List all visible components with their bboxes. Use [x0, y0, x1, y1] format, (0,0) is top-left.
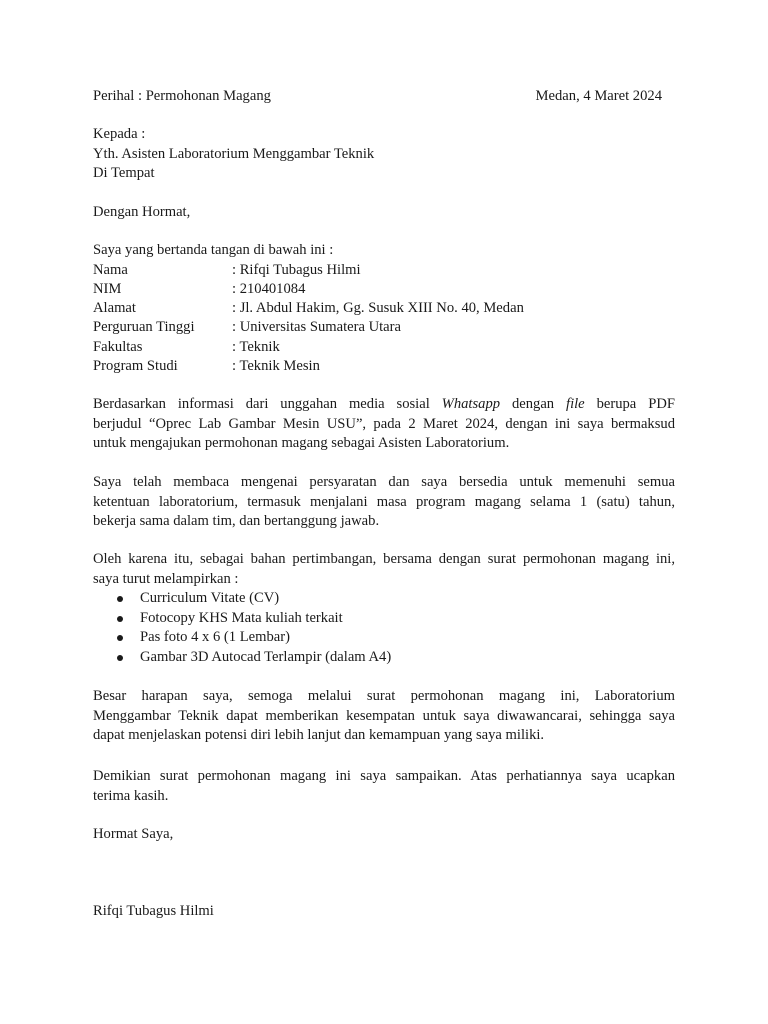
paragraph-5-line-2: terima kasih.: [93, 787, 169, 804]
recipient-to: Kepada :: [93, 126, 146, 142]
field-label-fakultas: Fakultas: [93, 339, 143, 355]
intro-line: Saya yang bertanda tangan di bawah ini :: [93, 242, 334, 258]
list-item: Pas foto 4 x 6 (1 Lembar): [93, 628, 391, 648]
list-item: Fotocopy KHS Mata kuliah terkait: [93, 609, 391, 629]
paragraph-source-info: [93, 395, 675, 454]
field-value-fakultas: : Teknik: [232, 339, 280, 355]
greeting: Dengan Hormat,: [93, 204, 191, 220]
bullet-icon: [117, 616, 123, 622]
subject-line: Perihal : Permohonan Magang: [93, 88, 271, 104]
field-label-program-studi: Program Studi: [93, 358, 178, 374]
field-label-alamat: Alamat: [93, 300, 136, 316]
paragraph-3-line-1: Oleh karena itu, sebagai bahan pertimbangan, bersama dengan surat permohonan magang ini,: [93, 551, 675, 567]
paragraph-4-line-3: dapat menjelaskan potensi diri lebih lanjut dan kemampuan yang saya miliki.: [93, 727, 545, 743]
paragraph-attachments-intro: [93, 550, 675, 589]
field-value-perguruan-tinggi: : Universitas Sumatera Utara: [232, 319, 401, 335]
field-value-program-studi: : Teknik Mesin: [232, 358, 320, 374]
place-date: Medan, 4 Maret 2024: [535, 88, 662, 104]
signature-name: Rifqi Tubagus Hilmi: [93, 903, 214, 919]
bullet-icon: [117, 596, 123, 602]
list-item: Curriculum Vitate (CV): [93, 589, 391, 609]
paragraph-2-line-2: ketentuan laboratorium, termasuk menjalani masa program magang selama 1 (satu) tahun,: [93, 493, 675, 510]
field-value-nama: : Rifqi Tubagus Hilmi: [232, 262, 361, 278]
field-value-nim: : 210401084: [232, 281, 306, 297]
closing-salutation: Hormat Saya,: [93, 826, 174, 842]
paragraph-4-line-1: Besar harapan saya, semoga melalui surat permohonan magang ini, Laboratorium: [93, 688, 675, 704]
paragraph-hope: [93, 687, 675, 746]
paragraph-1-line-3: untuk mengajukan permohonan magang sebagai Asisten Laboratorium.: [93, 435, 510, 451]
paragraph-3-line-2: saya turut melampirkan :: [93, 570, 239, 587]
paragraph-2-line-3: bekerja sama dalam tim, dan bertanggung jawab.: [93, 513, 380, 529]
field-value-alamat: : Jl. Abdul Hakim, Gg. Susuk XIII No. 40, Medan: [232, 300, 524, 316]
paragraph-2-line-1: Saya telah membaca mengenai persyaratan dan saya bersedia untuk memenuhi semua: [93, 474, 675, 490]
paragraph-commitment: [93, 473, 675, 532]
recipient-line-2: Di Tempat: [93, 165, 155, 181]
field-label-nim: NIM: [93, 281, 122, 297]
recipient-line-1: Yth. Asisten Laboratorium Menggambar Teknik: [93, 146, 375, 162]
paragraph-closing: [93, 767, 675, 806]
bullet-icon: [117, 635, 123, 641]
whatsapp-text: Whatsapp: [441, 396, 501, 412]
bullet-icon: [117, 655, 123, 661]
list-item: Gambar 3D Autocad Terlampir (dalam A4): [93, 648, 391, 668]
field-label-nama: Nama: [93, 262, 128, 278]
attachment-list: [93, 589, 391, 667]
paragraph-4-line-2: Menggambar Teknik dapat memberikan kesempatan untuk saya diwawancarai, sehingga saya: [93, 707, 675, 724]
file-text: file: [566, 396, 585, 412]
paragraph-1-line-1: Berdasarkan informasi dari unggahan media sosial Whatsapp dengan file berupa PDF: [93, 396, 675, 412]
field-label-perguruan-tinggi: Perguruan Tinggi: [93, 319, 195, 335]
paragraph-1-line-2: berjudul “Oprec Lab Gambar Mesin USU”, pada 2 Maret 2024, dengan ini saya bermaksud: [93, 415, 675, 432]
paragraph-5-line-1: Demikian surat permohonan magang ini saya sampaikan. Atas perhatiannya saya ucapkan: [93, 768, 675, 784]
